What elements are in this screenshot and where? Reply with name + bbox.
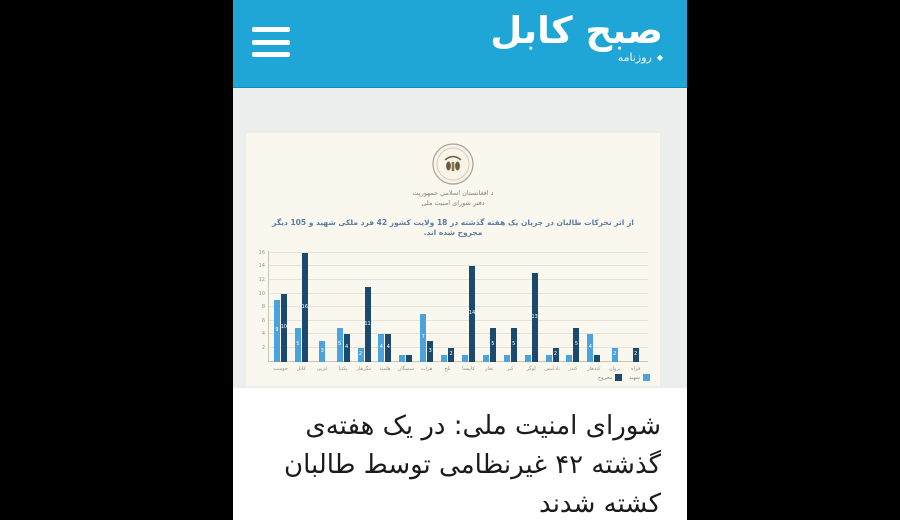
bar-pair — [633, 348, 639, 362]
bar-pair — [504, 328, 517, 362]
bar-خوست-مجروح — [281, 294, 287, 362]
legend-swatch-icon — [615, 374, 622, 381]
bar-لوگر-مجروح — [532, 273, 538, 361]
bar-تخار-شهید — [483, 355, 489, 362]
x-axis-category-label: پکتیا — [338, 365, 348, 372]
bar-value-label: 5 — [491, 341, 495, 347]
bar-pair — [525, 273, 538, 361]
bar-سمنگان-مجروح — [406, 355, 412, 362]
bar-بلخ-شهید — [441, 355, 447, 362]
bar-بلخ-مجروح — [448, 348, 454, 362]
bar-value-label: 5 — [338, 341, 342, 347]
chart-title: از اثر تحرکات طالبان در جریان یک هفته گذشته در 18 ولایت کشور 42 فرد ملکی شهید و 105 دیگر مجروح شده اند. — [272, 217, 634, 237]
bar-value-label: 10 — [280, 324, 288, 330]
bar-value-label: 4 — [379, 344, 383, 351]
article-headline: شورای امنیت ملی: در یک هفته‌ی گذشته ۴۲ غیرنظامی توسط طالبان کشته شدند — [283, 411, 661, 519]
x-axis-category-label: ننگرهار — [356, 365, 372, 372]
bar-سمنگان-شهید — [399, 355, 405, 362]
chart-legend — [598, 374, 650, 381]
bar-هلمند-شهید — [378, 334, 384, 361]
x-axis-category-label: هرات — [420, 365, 433, 372]
x-axis-category-label: لوگر — [526, 365, 536, 372]
bar-group — [625, 249, 646, 375]
x-axis-category-label: کنر — [506, 365, 514, 372]
bar-value-label: 5 — [574, 341, 578, 347]
bar-pair — [295, 253, 308, 362]
bar-کندز-شهید — [566, 355, 572, 362]
legend-label: مجروح — [598, 374, 613, 381]
bar-value-label: 2 — [613, 351, 617, 358]
bar-groups — [270, 249, 646, 375]
bar-پکتیا-شهید — [337, 328, 343, 362]
bar-chart — [258, 249, 648, 375]
bar-pair — [612, 348, 618, 362]
logo-subtitle-text: روزنامه — [617, 50, 652, 64]
bar-group — [437, 249, 458, 375]
bar-کندز-مجروح — [573, 328, 579, 362]
x-axis-category-label: بلخ — [444, 365, 451, 372]
y-axis-tick-label: 10 — [258, 290, 265, 297]
y-axis-tick-label: 2 — [261, 344, 265, 351]
bar-value-label: 2 — [358, 351, 363, 358]
bar-pair — [566, 328, 579, 362]
bar-هلمند-مجروح — [385, 334, 391, 361]
bar-group — [521, 249, 542, 375]
bar-value-label: 2 — [633, 351, 638, 358]
bar-pair — [587, 334, 600, 361]
bar-group — [604, 249, 625, 375]
bar-کندهار-مجروح — [594, 355, 600, 362]
bar-value-label: 2 — [449, 351, 453, 358]
bar-pair — [378, 334, 391, 361]
bar-value-label: 14 — [468, 310, 476, 317]
diamond-icon: ◆ — [656, 52, 663, 62]
bar-pair — [399, 355, 412, 362]
bar-کابل-شهید — [295, 328, 301, 362]
bar-کنر-مجروح — [511, 328, 517, 362]
bar-value-label: 2 — [553, 351, 558, 358]
x-axis-category-label: پروان — [608, 365, 621, 372]
bar-پروان-شهید — [612, 348, 618, 362]
bar-pair — [420, 314, 433, 362]
bar-group — [479, 249, 500, 375]
y-axis-tick-label: 14 — [258, 263, 265, 270]
x-axis-category-label: کابل — [296, 365, 306, 372]
bar-group — [312, 249, 333, 375]
org-name-line1: د افغانستان اسلامي جمهوریت — [412, 189, 494, 197]
y-axis-line — [268, 251, 269, 362]
logo-wordmark: صبح کابل — [490, 9, 663, 52]
app-header — [233, 0, 687, 88]
bar-group — [562, 249, 583, 375]
app-viewport — [233, 0, 687, 520]
bar-pair — [546, 348, 559, 362]
x-axis-category-label: کاپیسا — [462, 365, 475, 372]
bar-group — [458, 249, 479, 375]
y-axis-tick-label: 8 — [261, 304, 265, 311]
bar-value-label: 11 — [364, 320, 371, 327]
bar-pair — [274, 294, 287, 362]
bar-پکتیا-مجروح — [344, 334, 350, 361]
bar-value-label: 16 — [301, 303, 309, 310]
x-axis-category-label: غزنی — [316, 365, 328, 372]
bar-فراه-مجروح — [633, 348, 639, 362]
bar-pair — [319, 341, 325, 361]
bar-value-label: 4 — [386, 344, 390, 351]
org-name-line2: دفتر شورای امنیت ملی — [421, 198, 485, 207]
bar-value-label: 7 — [421, 334, 425, 341]
bar-group — [291, 249, 312, 375]
bar-pair — [483, 328, 496, 362]
bar-بادغیس-شهید — [546, 355, 552, 362]
y-axis-tick-label: 4 — [261, 331, 265, 338]
bar-کابل-مجروح — [302, 253, 308, 362]
bar-pair — [441, 348, 454, 362]
bar-group — [583, 249, 604, 375]
bar-group — [416, 249, 437, 375]
app-logo[interactable] — [490, 10, 663, 64]
bar-value-label: 13 — [531, 313, 538, 320]
legend-swatch-icon — [643, 374, 650, 381]
bar-value-label: 4 — [345, 344, 349, 351]
bar-ننگرهار-شهید — [358, 348, 364, 362]
bar-value-label: 9 — [275, 327, 279, 334]
legend-item-مجروح — [598, 374, 622, 381]
y-axis-tick-label: 6 — [261, 317, 265, 324]
bar-لوگر-شهید — [525, 355, 531, 362]
bar-کنر-شهید — [504, 355, 510, 362]
bar-pair — [462, 266, 475, 361]
bar-group — [354, 249, 375, 375]
bar-value-label: 4 — [588, 344, 592, 351]
bar-بادغیس-مجروح — [553, 348, 559, 362]
x-axis-category-label: سمنگان — [397, 365, 415, 372]
x-axis-category-label: فراه — [631, 365, 641, 372]
bar-هرات-مجروح — [427, 341, 433, 361]
bar-ننگرهار-مجروح — [365, 287, 371, 362]
legend-item-شهید — [629, 374, 650, 381]
bar-تخار-مجروح — [490, 328, 496, 362]
bar-group — [542, 249, 563, 375]
bar-غزنی-شهید — [319, 341, 325, 361]
bar-group — [270, 249, 291, 375]
article-headline-card[interactable] — [233, 388, 687, 520]
bar-group — [374, 249, 395, 375]
afghanistan-emblem-icon — [432, 143, 474, 185]
bar-pair — [358, 287, 371, 362]
bar-کاپیسا-شهید — [462, 355, 468, 362]
y-axis-tick-label: 12 — [258, 276, 265, 283]
bar-group — [395, 249, 416, 375]
hamburger-menu-icon[interactable] — [252, 27, 290, 57]
bar-value-label: 3 — [320, 347, 324, 354]
x-axis-category-label: بادغیس — [544, 365, 560, 372]
bar-کندهار-شهید — [587, 334, 593, 361]
bar-group — [500, 249, 521, 375]
bar-value-label: 5 — [296, 341, 300, 347]
legend-label: شهید — [629, 374, 640, 381]
bar-value-label: 3 — [428, 347, 432, 354]
x-axis-category-label: تخار — [485, 365, 494, 372]
x-axis-category-label: کندهار — [587, 365, 601, 372]
bar-خوست-شهید — [274, 300, 280, 361]
y-axis-tick-label: 16 — [258, 249, 265, 256]
bar-group — [333, 249, 354, 375]
bar-value-label: 5 — [512, 341, 516, 347]
bar-pair — [337, 328, 350, 362]
bar-هرات-شهید — [420, 314, 426, 362]
article-image-infographic[interactable] — [246, 133, 660, 386]
x-axis-category-label: خوست — [273, 365, 288, 372]
bar-کاپیسا-مجروح — [469, 266, 475, 361]
x-axis-category-label: هلمند — [379, 365, 391, 372]
x-axis-category-label: کندز — [568, 365, 578, 372]
emblem-container — [246, 133, 660, 185]
